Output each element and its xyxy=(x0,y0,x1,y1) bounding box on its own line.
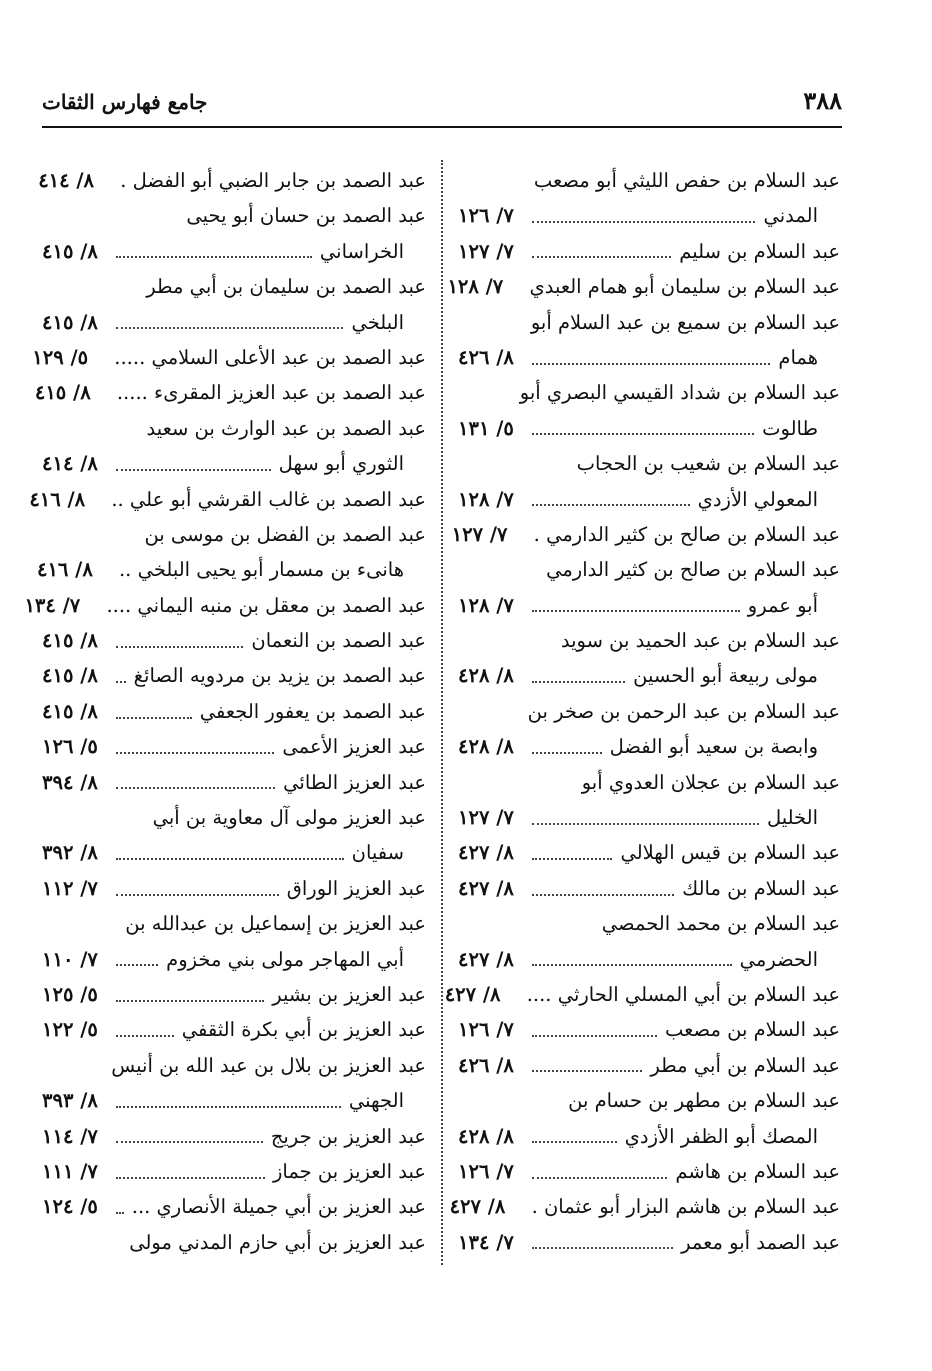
index-entry xyxy=(458,800,840,835)
entry-name: أبي المهاجر مولى بني مخزوم xyxy=(166,947,404,971)
volume-page-ref: ٨/ ٤١٤ xyxy=(42,452,98,476)
leader-dots xyxy=(116,717,192,719)
entry-name: الحضرمي xyxy=(739,947,818,971)
volume-page-ref: ٨/ ٤١٥ xyxy=(42,629,98,653)
index-entry xyxy=(42,305,426,340)
index-entry xyxy=(42,623,426,658)
index-entry xyxy=(458,1225,840,1260)
leader-dots xyxy=(116,646,243,648)
index-entry xyxy=(458,305,840,340)
index-entry xyxy=(458,482,840,517)
entry-name: عبد السلام بن صالح بن كثير الدارمي xyxy=(546,558,840,582)
index-entry xyxy=(42,411,426,446)
entry-name: عبد السلام بن حفص الليثي أبو مصعب xyxy=(533,169,840,192)
index-entry xyxy=(42,234,426,269)
index-entry xyxy=(42,517,426,552)
index-entry xyxy=(449,1189,840,1224)
volume-page-ref: ٧/ ١٣٤ xyxy=(458,1230,514,1254)
entry-name: الثوري أبو سهل xyxy=(278,452,404,476)
page-number: ٣٨٨ xyxy=(803,86,842,115)
index-entry xyxy=(24,588,426,623)
volume-page-ref: ٥/ ١٢٢ xyxy=(42,1018,98,1042)
entry-name: عبد العزيز مولى آل معاوية بن أبي xyxy=(152,806,426,830)
volume-page-ref: ٨/ ٤١٦ xyxy=(36,558,93,582)
index-entry xyxy=(42,729,426,764)
entry-name: عبد العزيز بن أبي بكرة الثقفي xyxy=(181,1018,426,1042)
entry-name: عبد الصمد بن عبد العزيز المقرىء ..... xyxy=(116,381,426,405)
index-entry xyxy=(42,1154,426,1189)
index-entry xyxy=(458,623,840,658)
index-entry xyxy=(458,1119,840,1154)
index-entry xyxy=(458,906,840,941)
entry-name: البلخي xyxy=(351,310,404,334)
entry-name: عبد السلام بن مالك xyxy=(682,876,840,900)
page-header xyxy=(42,86,842,128)
leader-dots xyxy=(116,752,274,754)
index-entry xyxy=(42,906,426,941)
entry-name: عبد السلام بن صالح بن كثير الدارمي . xyxy=(533,522,840,546)
volume-page-ref: ٧/ ١١١ xyxy=(42,1159,98,1183)
leader-dots xyxy=(116,1000,264,1002)
entry-name: عبد العزيز الطائي xyxy=(283,770,426,794)
leader-dots xyxy=(116,1177,265,1179)
entry-name: المدني xyxy=(763,204,818,228)
index-column-right xyxy=(444,163,840,1260)
index-entry xyxy=(458,411,840,446)
entry-name: وابصة بن سعيد أبو الفضل xyxy=(609,735,818,759)
entry-name: عبد الصمد بن النعمان xyxy=(251,629,426,653)
index-entry xyxy=(34,375,426,410)
index-entry xyxy=(458,446,840,481)
volume-page-ref: ٨/ ٤١٤ xyxy=(38,169,95,192)
leader-dots xyxy=(116,1212,124,1214)
index-entry xyxy=(451,517,840,552)
index-entry xyxy=(42,942,426,977)
volume-page-ref: ٧/ ١٢٧ xyxy=(451,522,508,546)
leader-dots xyxy=(532,1141,617,1143)
entry-name: الخراساني xyxy=(319,239,404,263)
entry-name: أبو عمرو xyxy=(747,593,818,617)
leader-dots xyxy=(116,858,344,860)
volume-page-ref: ٧/ ١٣٤ xyxy=(24,593,81,617)
index-entry xyxy=(42,1012,426,1047)
index-entry xyxy=(458,729,840,764)
entry-name: عبد العزيز بن جريج xyxy=(270,1124,426,1148)
volume-page-ref: ٧/ ١٢٧ xyxy=(458,806,514,830)
entry-name: عبد الصمد بن يعفور الجعفي xyxy=(199,699,426,723)
leader-dots xyxy=(532,858,612,860)
entry-name: عبد الصمد بن الفضل بن موسى بن xyxy=(144,522,426,546)
index-entry xyxy=(458,340,840,375)
volume-page-ref: ٨/ ٤٢٨ xyxy=(458,664,514,688)
leader-dots xyxy=(116,327,343,329)
volume-page-ref: ٧/ ١٢٦ xyxy=(458,1018,514,1042)
index-entry xyxy=(32,340,426,375)
leader-dots xyxy=(532,504,690,506)
volume-page-ref: ٨/ ٤١٥ xyxy=(42,239,98,263)
index-entry xyxy=(458,1083,840,1118)
entry-name: الخليل xyxy=(766,806,818,830)
leader-dots xyxy=(532,1070,642,1072)
index-entry xyxy=(42,871,426,906)
leader-dots xyxy=(532,964,732,966)
entry-name: طالوت xyxy=(762,416,818,440)
running-title: جامع فهارس الثقات xyxy=(42,90,208,114)
volume-page-ref: ٨/ ٤٢٨ xyxy=(458,735,514,759)
leader-dots xyxy=(116,1035,174,1037)
index-entry xyxy=(458,375,840,410)
entry-name: عبد السلام بن مصعب xyxy=(665,1018,840,1042)
entry-name: عبد السلام بن مطهر بن حسام بن xyxy=(568,1089,840,1113)
entry-name: عبد السلام بن هاشم البزار أبو عثمان . xyxy=(531,1195,840,1219)
index-entry xyxy=(42,1048,426,1083)
volume-page-ref: ٥/ ١٢٩ xyxy=(32,345,89,369)
leader-dots xyxy=(532,823,759,825)
index-entry xyxy=(447,269,840,304)
entry-name: عبد السلام بن سليمان أبو همام العبدي xyxy=(529,275,840,299)
index-entry xyxy=(42,1225,426,1260)
index-entry xyxy=(42,269,426,304)
leader-dots xyxy=(532,752,602,754)
index-column-left xyxy=(24,163,426,1260)
entry-name: عبد الصمد أبو معمر xyxy=(681,1230,840,1254)
index-entry xyxy=(458,765,840,800)
index-entry xyxy=(42,694,426,729)
index-entry xyxy=(458,552,840,587)
volume-page-ref: ٨/ ٤١٥ xyxy=(42,699,98,723)
entry-name: عبد السلام بن محمد الحمصي xyxy=(601,912,840,936)
leader-dots xyxy=(116,681,126,683)
entry-name: عبد العزيز بن بلال بن عبد الله بن أنيس xyxy=(111,1053,426,1077)
index-entry xyxy=(42,1189,426,1224)
volume-page-ref: ٨/ ٤١٥ xyxy=(34,381,91,405)
entry-name: عبد العزيز بن جماز xyxy=(272,1159,426,1183)
volume-page-ref: ٨/ ٣٩٣ xyxy=(42,1089,98,1113)
volume-page-ref: ٨/ ٤٢٧ xyxy=(444,982,501,1006)
entry-name: المصك أبو الظفر الأزدي xyxy=(624,1124,818,1148)
entry-name: عبد السلام بن عجلان العدوي أبو xyxy=(581,770,840,794)
volume-page-ref: ٨/ ٤٢٧ xyxy=(458,947,514,971)
volume-page-ref: ٧/ ١٢٦ xyxy=(458,1159,514,1183)
leader-dots xyxy=(532,1247,673,1249)
volume-page-ref: ٥/ ١٢٤ xyxy=(42,1195,98,1219)
index-entry xyxy=(458,658,840,693)
entry-name: عبد السلام بن شعيب بن الحجاب xyxy=(576,452,840,476)
entry-name: عبد العزيز بن أبي حازم المدني مولى xyxy=(129,1230,426,1254)
volume-page-ref: ٨/ ٣٩٤ xyxy=(42,770,98,794)
entry-name: عبد الصمد بن حسان أبو يحيى xyxy=(186,204,426,228)
leader-dots xyxy=(116,469,271,471)
entry-name: سفيان xyxy=(351,841,404,865)
index-entry xyxy=(38,163,426,198)
index-entry xyxy=(458,234,840,269)
leader-dots xyxy=(532,363,770,365)
volume-page-ref: ٥/ ١٢٦ xyxy=(42,735,98,759)
entry-name: عبد العزيز بن أبي جميلة الأنصاري ... xyxy=(131,1195,426,1219)
entry-name: عبد السلام بن أبي مطر xyxy=(650,1053,840,1077)
index-entry xyxy=(458,871,840,906)
volume-page-ref: ٨/ ٤٢٧ xyxy=(449,1195,506,1219)
entry-name: عبد الصمد بن عبد الوارث بن سعيد xyxy=(146,416,426,440)
entry-name: عبد العزيز الأعمى xyxy=(282,735,426,759)
index-entry xyxy=(42,800,426,835)
index-entry xyxy=(458,694,840,729)
index-entry xyxy=(42,1083,426,1118)
entry-name: همام xyxy=(778,345,818,369)
index-entry xyxy=(458,942,840,977)
volume-page-ref: ٧/ ١١٢ xyxy=(42,876,98,900)
entry-name: عبد الصمد بن معقل بن منبه اليماني .... xyxy=(106,593,426,617)
index-entry xyxy=(458,1154,840,1189)
index-entry xyxy=(458,1048,840,1083)
entry-name: هانىء بن مسمار أبو يحيى البلخي .. xyxy=(118,558,404,582)
index-entry xyxy=(42,446,426,481)
leader-dots xyxy=(532,1177,667,1179)
entry-name: عبد السلام بن عبد الرحمن بن صخر بن xyxy=(527,699,840,723)
volume-page-ref: ٥/ ١٣١ xyxy=(458,416,514,440)
volume-page-ref: ٧/ ١١٠ xyxy=(42,947,98,971)
volume-page-ref: ٧/ ١١٤ xyxy=(42,1124,98,1148)
index-entry xyxy=(42,977,426,1012)
entry-name: عبد العزيز بن بشير xyxy=(272,982,426,1006)
leader-dots xyxy=(116,787,275,789)
entry-name: المعولي الأزدي xyxy=(697,487,818,511)
leader-dots xyxy=(532,433,754,435)
leader-dots xyxy=(532,256,671,258)
index-entry xyxy=(458,1012,840,1047)
leader-dots xyxy=(532,610,740,612)
volume-page-ref: ٨/ ٤١٥ xyxy=(42,310,98,334)
volume-page-ref: ٨/ ٤٢٧ xyxy=(458,841,514,865)
leader-dots xyxy=(116,1106,341,1108)
entry-name: الجهني xyxy=(348,1089,404,1113)
volume-page-ref: ٨/ ٤١٦ xyxy=(29,487,86,511)
index-entry xyxy=(42,198,426,233)
entry-name: عبد الصمد بن سليمان بن أبي مطر xyxy=(146,275,426,299)
entry-name: عبد السلام بن شداد القيسي البصري أبو xyxy=(519,381,840,405)
entry-name: عبد الصمد بن جابر الضبي أبو الفضل . xyxy=(120,169,426,192)
leader-dots xyxy=(532,221,755,223)
index-entry xyxy=(458,198,840,233)
index-entry xyxy=(458,163,840,198)
volume-page-ref: ٧/ ١٢٦ xyxy=(458,204,514,228)
leader-dots xyxy=(532,894,674,896)
entry-name: عبد السلام بن سميع بن عبد السلام أبو xyxy=(530,310,840,334)
index-entry xyxy=(42,1119,426,1154)
entry-name: عبد السلام بن هاشم xyxy=(675,1159,840,1183)
volume-page-ref: ٧/ ١٢٨ xyxy=(458,593,514,617)
index-entry xyxy=(42,765,426,800)
leader-dots xyxy=(116,964,158,966)
index-entry xyxy=(444,977,840,1012)
column-divider xyxy=(441,160,443,1265)
leader-dots xyxy=(116,894,279,896)
entry-name: عبد العزيز الوراق xyxy=(286,876,426,900)
leader-dots xyxy=(116,1141,263,1143)
index-entry xyxy=(29,482,426,517)
entry-name: عبد الصمد بن يزيد بن مردويه الصائغ xyxy=(133,664,426,688)
index-entry xyxy=(36,552,426,587)
index-entry xyxy=(458,588,840,623)
index-entry xyxy=(42,658,426,693)
volume-page-ref: ٨/ ٤١٥ xyxy=(42,664,98,688)
entry-name: عبد الصمد بن غالب القرشي أبو علي .. xyxy=(111,487,426,511)
volume-page-ref: ٧/ ١٢٧ xyxy=(458,239,514,263)
index-entry xyxy=(42,835,426,870)
entry-name: عبد العزيز بن إسماعيل بن عبدالله بن xyxy=(125,912,426,936)
entry-name: عبد السلام بن أبي المسلي الحارثي .... xyxy=(526,982,840,1006)
volume-page-ref: ٨/ ٤٢٦ xyxy=(458,345,514,369)
entry-name: عبد السلام بن عبد الحميد بن سويد xyxy=(560,629,840,653)
leader-dots xyxy=(116,256,312,258)
volume-page-ref: ٧/ ١٢٨ xyxy=(447,275,504,299)
volume-page-ref: ٨/ ٤٢٧ xyxy=(458,876,514,900)
volume-page-ref: ٧/ ١٢٨ xyxy=(458,487,514,511)
entry-name: عبد السلام بن قيس الهلالي xyxy=(620,841,840,865)
leader-dots xyxy=(532,681,625,683)
volume-page-ref: ٨/ ٤٢٦ xyxy=(458,1053,514,1077)
entry-name: عبد الصمد بن عبد الأعلى السلامي ..... xyxy=(114,345,426,369)
entry-name: مولى ربيعة أبو الحسين xyxy=(633,664,818,688)
volume-page-ref: ٨/ ٣٩٢ xyxy=(42,841,98,865)
volume-page-ref: ٥/ ١٢٥ xyxy=(42,982,98,1006)
entry-name: عبد السلام بن سليم xyxy=(679,239,840,263)
leader-dots xyxy=(532,1035,657,1037)
volume-page-ref: ٨/ ٤٢٨ xyxy=(458,1124,514,1148)
index-entry xyxy=(458,835,840,870)
